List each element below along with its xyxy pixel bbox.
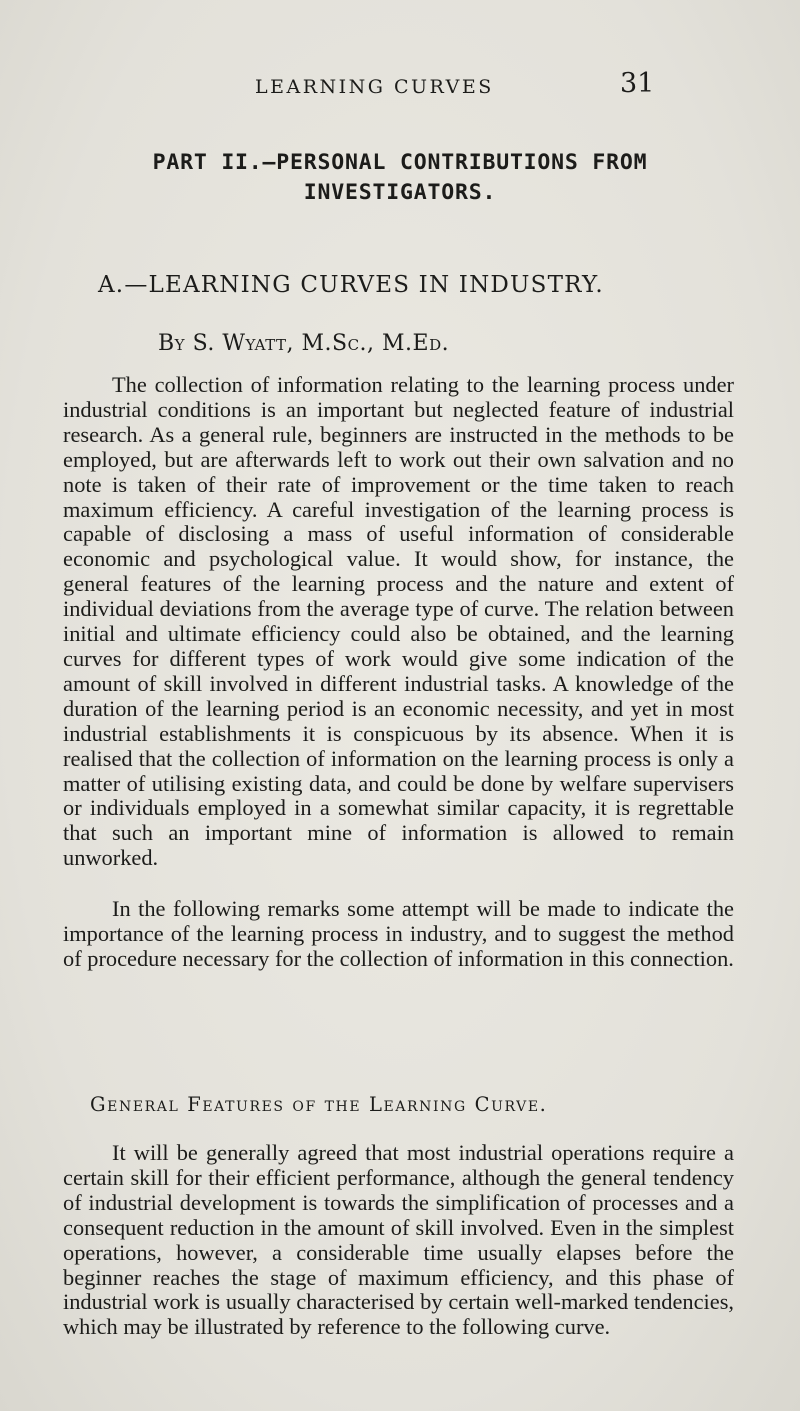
part-heading-line-1: PART II.—PERSONAL CONTRIBUTIONS FROM bbox=[152, 150, 648, 175]
paragraph-intro: The collection of information relating to the learning process under industrial conditions is an important but neglected feature of industrial research. As a general rule, beginners are instructed in the methods to be employed, but are afterwards left to work out their own salvation and no note is taken of their rate of improvement or the time taken to reach maximum efficiency. A careful investigation of the learning process is capable of disclosing a mass of useful information of considerable economic and psychological value. It would show, for instance, the general features of the learning process and the nature and extent of individual deviations from the average type of curve. The relation between initial and ultimate efficiency could also be obtained, and the learning curves for different types of work would give some indication of the amount of skill involved in different industrial tasks. A knowledge of the duration of the learning period is an economic necessity, and yet in most industrial establishments it is conspicuous by its absence. When it is realised that the collection of information on the learning process is only a matter of utilising existing data, and could be done by welfare supervisers or individuals employed in a somewhat similar capacity, it is regrettable that such an important mine of information is allowed to remain unworked. bbox=[63, 372, 734, 871]
page-number: 31 bbox=[620, 68, 655, 99]
part-heading bbox=[90, 148, 710, 208]
author-byline: By S. Wyatt, M.Sc., M.Ed. bbox=[158, 331, 450, 356]
running-head: LEARNING CURVES bbox=[255, 76, 494, 98]
paragraph-general-features: It will be generally agreed that most industrial operations require a certain skill for their efficient performance, although the general tendency of industrial development is towards the simplification of processes and a consequent reduction in the amount of skill involved. Even in the simplest operations, however, a considerable time usually elapses before the beginner reaches the stage of maximum efficiency, and this phase of industrial work is usually characterised by certain well-marked tendencies, which may be illustrated by reference to the following curve. bbox=[63, 1140, 734, 1340]
subheading-general-features: General Features of the Learning Curve. bbox=[90, 1093, 548, 1116]
part-heading-line-2: INVESTIGATORS. bbox=[303, 180, 497, 205]
section-heading: A.—LEARNING CURVES IN INDUSTRY. bbox=[98, 272, 604, 298]
paragraph-following-remarks: In the following remarks some attempt will be made to indicate the importance of the learning process in industry, and to suggest the method of procedure necessary for the collection of information in this connection. bbox=[63, 896, 734, 971]
